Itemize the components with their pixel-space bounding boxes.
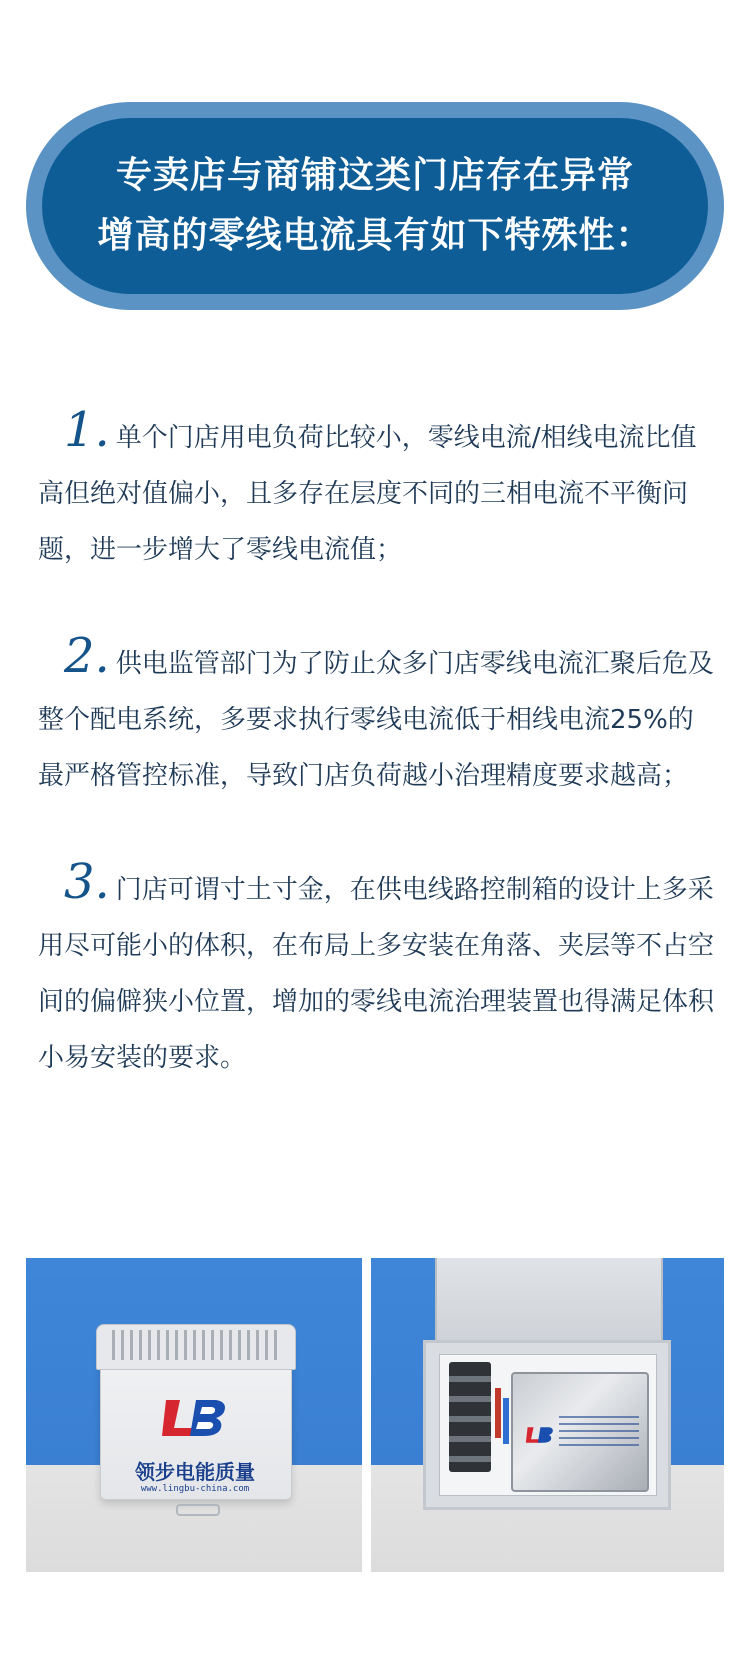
- vent-grille: [112, 1330, 278, 1360]
- product-photo-closed: [26, 1258, 362, 1572]
- box-handle: [176, 1504, 220, 1516]
- device-label: [559, 1416, 639, 1450]
- item-number: 3.: [64, 854, 110, 910]
- item-text: 供电监管部门为了防止众多门店零线电流汇聚后危及整个配电系统，多要求执行零线电流低于相线电流25%的最严格管控标准，导致门店负荷越小治理精度要求越高；: [38, 649, 714, 791]
- item-text: 单个门店用电负荷比较小，零线电流/相线电流比值高但绝对值偏小，且多存在层度不同的三相电流不平衡问题，进一步增大了零线电流值；: [38, 423, 697, 565]
- product-photo-open: [371, 1258, 724, 1572]
- wire-red: [495, 1388, 501, 1438]
- device-logo-icon: [525, 1424, 555, 1446]
- wire-blue: [503, 1398, 509, 1444]
- item-text: 门店可谓寸土寸金，在供电线路控制箱的设计上多采用尽可能小的体积，在布局上多安装在角落、夹层等不占空间的偏僻狭小位置，增加的零线电流治理装置也得满足体积小易安装的要求。: [38, 875, 715, 1073]
- header-pill: [42, 118, 708, 294]
- header-title-line1: 专卖店与商铺这类门店存在异常: [115, 155, 634, 196]
- list-item: [38, 628, 718, 804]
- item-number: 2.: [64, 628, 110, 684]
- header-title-line2: 增高的零线电流具有如下特殊性：: [97, 215, 653, 256]
- header-title: [85, 146, 665, 266]
- feature-list: [38, 402, 718, 1144]
- list-item: [38, 854, 718, 1086]
- brand-url: www.lingbu-china.com: [140, 1484, 250, 1494]
- list-item: [38, 402, 718, 578]
- circuit-breaker: [449, 1362, 491, 1472]
- brand-name: 领步电能质量: [135, 1460, 255, 1484]
- brand-logo-icon: [160, 1396, 230, 1440]
- cabinet-door: [435, 1258, 663, 1342]
- item-number: 1.: [64, 402, 110, 458]
